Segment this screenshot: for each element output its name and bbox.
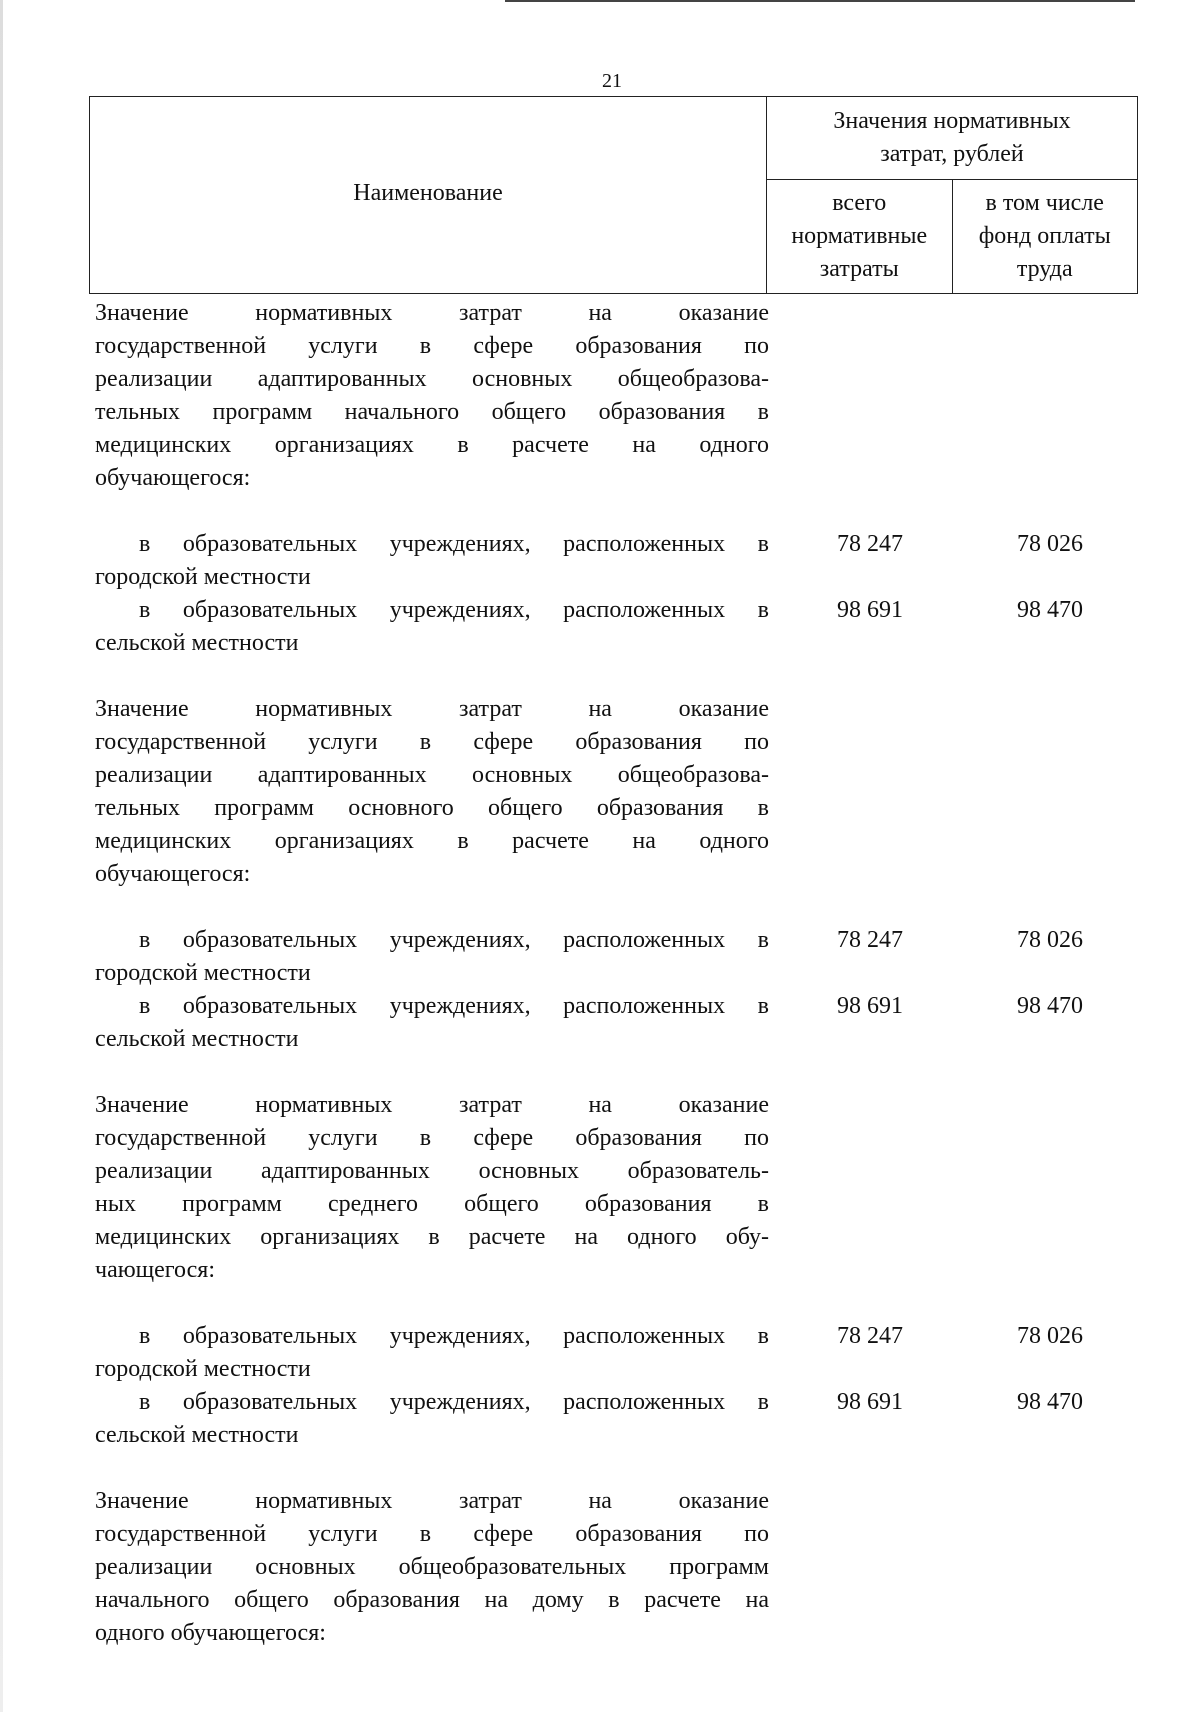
description-line: чающегося:: [95, 1257, 215, 1283]
column-header-line: труда: [1016, 256, 1073, 282]
cost-row: [95, 990, 1130, 1056]
cost-row-label: [95, 594, 769, 660]
column-group-header: [767, 97, 1138, 180]
cost-row-label-line: в образовательных учреждениях, расположенных в: [139, 993, 769, 1019]
spacer: [95, 1452, 1155, 1485]
cost-row-label-line: в образовательных учреждениях, расположенных в: [139, 927, 769, 953]
cost-row-label-line: городской местности: [95, 564, 311, 590]
section-description: [95, 1089, 769, 1287]
cost-row-label-line: в образовательных учреждениях, расположенных в: [139, 531, 769, 557]
description-line: одного обучающегося:: [95, 1620, 326, 1646]
column-header-line: нормативные: [791, 223, 928, 249]
scan-artifact-line: [505, 0, 1135, 2]
cost-row-label: [95, 1320, 769, 1386]
scan-edge: [0, 0, 3, 1712]
description-line: Значение нормативных затрат на оказание: [95, 300, 769, 326]
column-header-name: Наименование: [90, 97, 767, 294]
description-line: Значение нормативных затрат на оказание: [95, 696, 769, 722]
description-line: ных программ среднего общего образования в: [95, 1191, 769, 1217]
description-line: Значение нормативных затрат на оказание: [95, 1488, 769, 1514]
description-line: реализации основных общеобразовательных программ: [95, 1554, 769, 1580]
description-line: государственной услуги в сфере образования по: [95, 1125, 769, 1151]
spacer: [95, 1287, 1130, 1320]
description-line: тельных программ начального общего образования в: [95, 399, 769, 425]
cost-total-value: 98 691: [837, 597, 903, 623]
spacer: [95, 660, 1155, 693]
cost-row-label: [95, 924, 769, 990]
cost-total-value: 78 247: [837, 531, 903, 557]
cost-fot-value: 78 026: [1017, 927, 1083, 953]
cost-row-label-line: городской местности: [95, 960, 311, 986]
column-header-line: всего: [832, 190, 887, 216]
cost-row-label-line: в образовательных учреждениях, расположенных в: [139, 597, 769, 623]
description-line: обучающегося:: [95, 465, 251, 491]
description-line: Значение нормативных затрат на оказание: [95, 1092, 769, 1118]
cost-row-label-line: городской местности: [95, 1356, 311, 1382]
section-description: [95, 1485, 769, 1650]
cost-total-value: 98 691: [837, 993, 903, 1019]
cost-fot-value: 78 026: [1017, 531, 1083, 557]
cost-section: [95, 1485, 1130, 1650]
description-line: медицинских организациях в расчете на одного обу-: [95, 1224, 769, 1250]
cost-section: [95, 297, 1130, 660]
cost-row: [95, 924, 1130, 990]
cost-fot-value: 78 026: [1017, 1323, 1083, 1349]
cost-row-label-line: в образовательных учреждениях, расположенных в: [139, 1389, 769, 1415]
cost-row: [95, 1386, 1130, 1452]
description-line: тельных программ основного общего образования в: [95, 795, 769, 821]
cost-row: [95, 1320, 1130, 1386]
column-group-header-line: Значения нормативных: [833, 108, 1071, 134]
cost-row: [95, 528, 1130, 594]
column-header-line: в том числе: [985, 190, 1104, 216]
spacer: [95, 891, 1130, 924]
description-line: обучающегося:: [95, 861, 251, 887]
spacer: [95, 1056, 1155, 1089]
cost-section: [95, 693, 1130, 1056]
cost-total-value: 78 247: [837, 927, 903, 953]
description-line: реализации адаптированных основных общеобразова-: [95, 762, 769, 788]
column-header-total: [767, 180, 953, 294]
cost-row-label-line: сельской местности: [95, 1026, 299, 1052]
description-line: реализации адаптированных основных общеобразова-: [95, 366, 769, 392]
cost-row-label: [95, 990, 769, 1056]
description-line: государственной услуги в сфере образования по: [95, 333, 769, 359]
section-description: [95, 297, 769, 495]
cost-fot-value: 98 470: [1017, 597, 1083, 623]
header-table: [89, 96, 1138, 294]
cost-row-label-line: сельской местности: [95, 1422, 299, 1448]
cost-row-label-line: в образовательных учреждениях, расположенных в: [139, 1323, 769, 1349]
cost-row-label-line: сельской местности: [95, 630, 299, 656]
description-line: государственной услуги в сфере образования по: [95, 729, 769, 755]
cost-row-label: [95, 1386, 769, 1452]
description-line: государственной услуги в сфере образования по: [95, 1521, 769, 1547]
description-line: медицинских организациях в расчете на одного: [95, 432, 769, 458]
column-header-fot: [952, 180, 1138, 294]
spacer: [95, 495, 1130, 528]
document-body: [95, 297, 1155, 1650]
description-line: начального общего образования на дому в расчете на: [95, 1587, 769, 1613]
cost-total-value: 98 691: [837, 1389, 903, 1415]
cost-fot-value: 98 470: [1017, 1389, 1083, 1415]
section-description: [95, 693, 769, 891]
cost-total-value: 78 247: [837, 1323, 903, 1349]
column-group-header-line: затрат, рублей: [880, 141, 1024, 167]
page-number: 21: [602, 70, 622, 92]
cost-section: [95, 1089, 1130, 1452]
column-header-line: затраты: [819, 256, 899, 282]
description-line: медицинских организациях в расчете на одного: [95, 828, 769, 854]
cost-fot-value: 98 470: [1017, 993, 1083, 1019]
column-header-line: фонд оплаты: [978, 223, 1111, 249]
cost-row: [95, 594, 1130, 660]
cost-row-label: [95, 528, 769, 594]
description-line: реализации адаптированных основных образователь-: [95, 1158, 769, 1184]
